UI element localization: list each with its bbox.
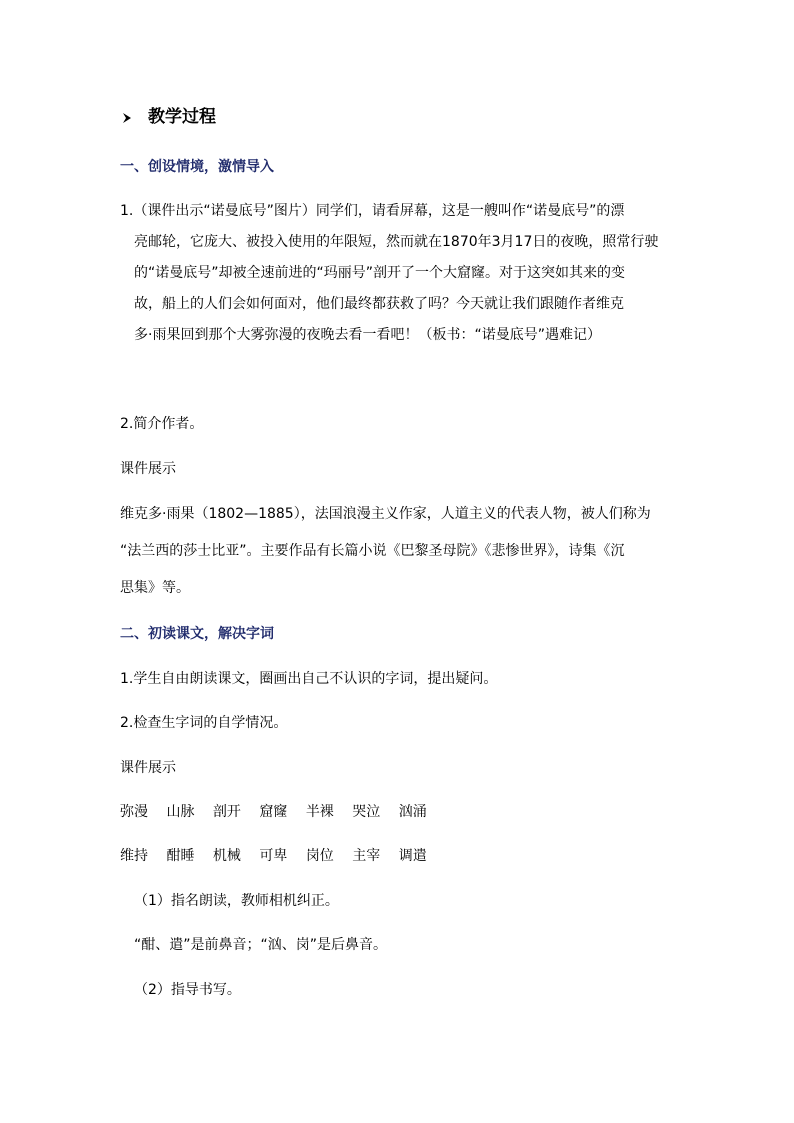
section-heading-1: 一、创设情境，激情导入 <box>120 159 274 175</box>
vocab-word: 调遣 <box>398 848 427 864</box>
paragraph-line: 多·雨果回到那个大雾弥漫的夜晚去看一看吧！（板书：“诺曼底号”遇难记） <box>134 327 601 343</box>
paragraph-line: 1.（课件出示“诺曼底号”图片）同学们，请看屏幕，这是一艘叫作“诺曼底号”的漂 <box>120 203 625 219</box>
vocab-word: 半裸 <box>305 804 334 820</box>
main-heading: 教学过程 <box>148 107 216 127</box>
vocab-row-2 <box>120 846 441 866</box>
arrow-bullet-icon <box>120 108 134 128</box>
sub-step-2: （2）指导书写。 <box>134 982 241 998</box>
vocab-word: 窟窿 <box>259 804 288 820</box>
vocab-word: 剖开 <box>212 804 241 820</box>
vocab-word: 汹涌 <box>398 804 427 820</box>
paragraph-line: 的“诺曼底号”却被全速前进的“玛丽号”剖开了一个大窟窿。对于这突如其来的变 <box>134 265 626 281</box>
vocab-word: 弥漫 <box>120 804 148 820</box>
courseware-label: 课件展示 <box>120 760 176 776</box>
pronunciation-note: “酣、遣”是前鼻音；“汹、岗”是后鼻音。 <box>134 937 388 953</box>
vocab-word: 维持 <box>120 848 148 864</box>
step-2: 2.检查生字词的自学情况。 <box>120 715 288 731</box>
author-bio-line: 维克多·雨果（1802—1885），法国浪漫主义作家，人道主义的代表人物，被人们称为 <box>120 506 651 522</box>
section-heading-2: 二、初读课文，解决字词 <box>120 626 274 642</box>
paragraph-line: 亮邮轮，它庞大、被投入使用的年限短，然而就在1870年3月17日的夜晚，照常行驶 <box>134 234 659 250</box>
intro-author: 2.简介作者。 <box>120 416 204 432</box>
author-bio-line: 思集》等。 <box>120 580 190 596</box>
vocab-row-1 <box>120 802 441 822</box>
step-1: 1.学生自由朗读课文，圈画出自己不认识的字词，提出疑问。 <box>120 671 498 687</box>
sub-step-1: （1）指名朗读，教师相机纠正。 <box>134 893 339 909</box>
courseware-label: 课件展示 <box>120 461 176 477</box>
vocab-word: 机械 <box>212 848 241 864</box>
author-bio-line: “法兰西的莎士比亚”。主要作品有长篇小说《巴黎圣母院》《悲惨世界》，诗集《沉 <box>120 543 625 559</box>
vocab-word: 哭泣 <box>352 804 381 820</box>
vocab-word: 主宰 <box>352 848 381 864</box>
vocab-word: 酣睡 <box>166 848 195 864</box>
vocab-word: 可卑 <box>259 848 288 864</box>
paragraph-line: 故，船上的人们会如何面对，他们最终都获救了吗？今天就让我们跟随作者维克 <box>134 296 624 312</box>
vocab-word: 岗位 <box>305 848 334 864</box>
vocab-word: 山脉 <box>166 804 195 820</box>
